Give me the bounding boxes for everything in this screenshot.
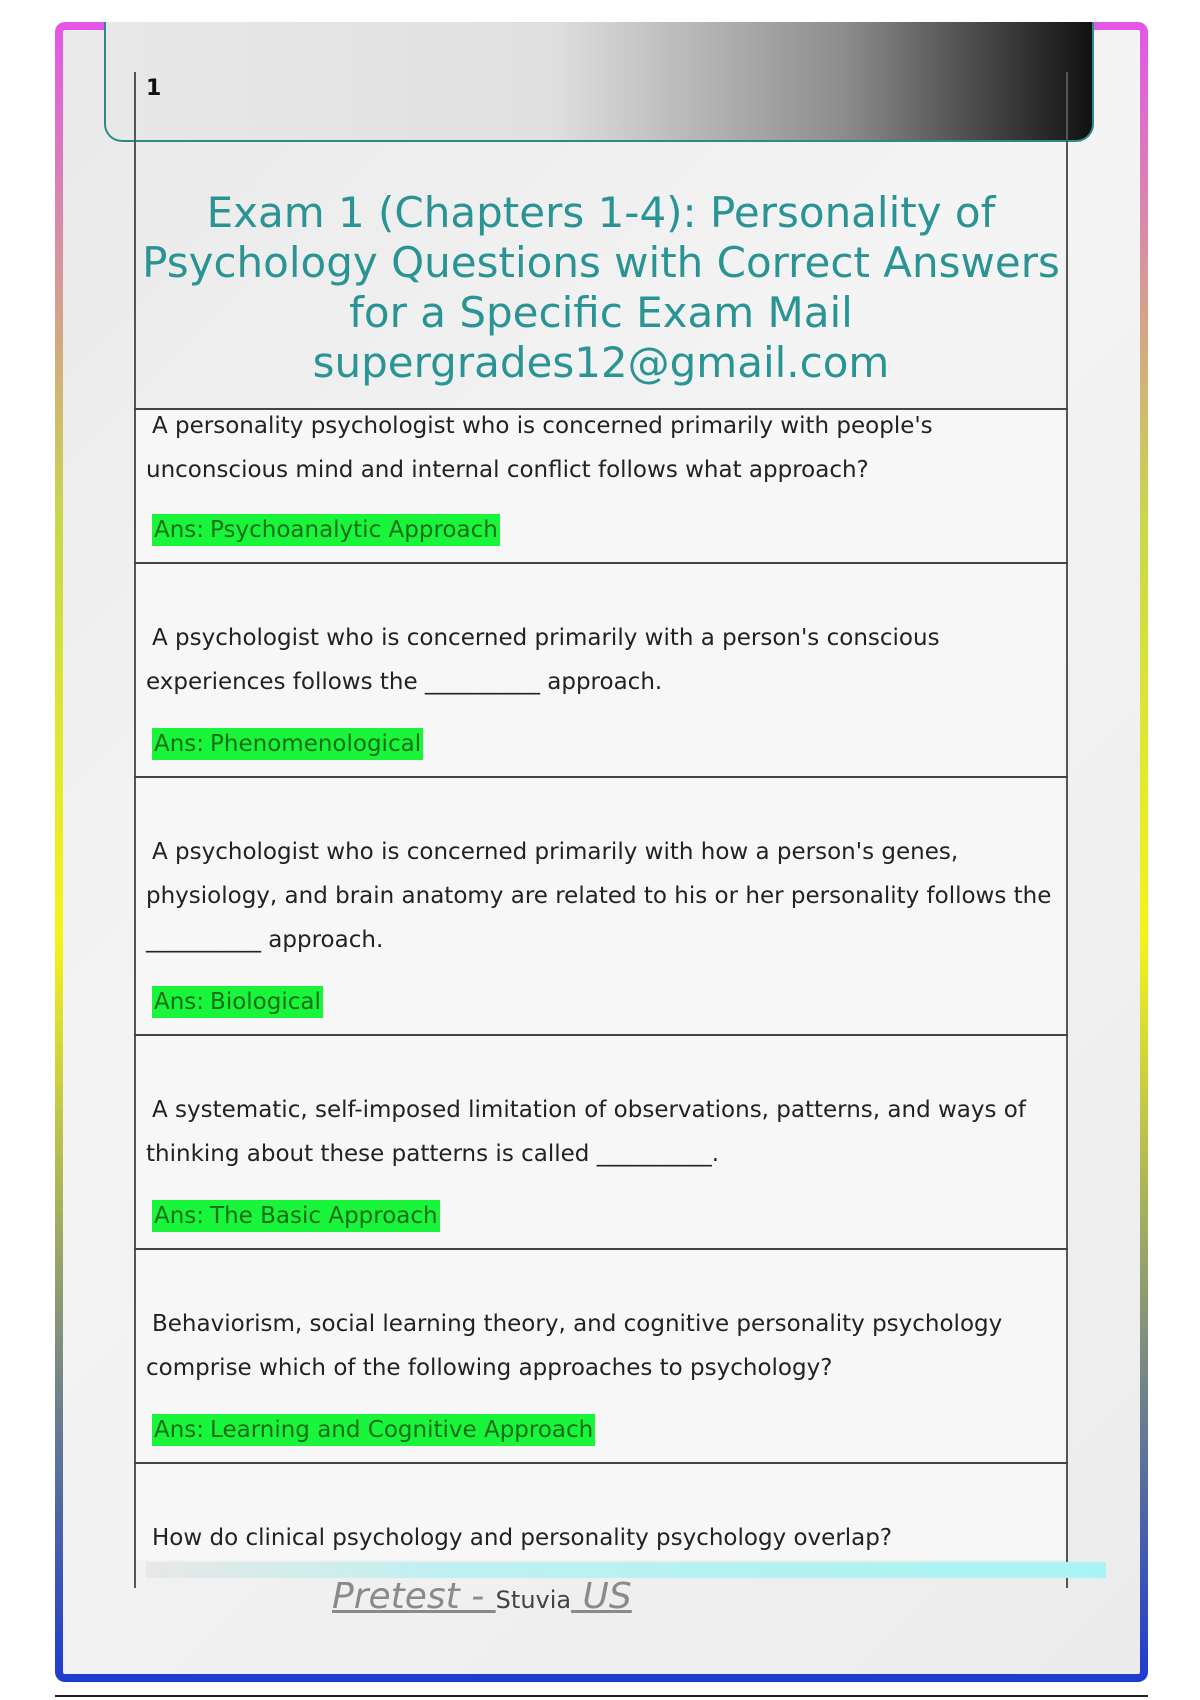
title-email: supergrades12@gmail.com [312,338,890,387]
answer-text: Phenomenological [210,731,422,757]
footer-watermark [332,1576,632,1617]
answer-text: Psychoanalytic Approach [210,517,498,543]
answer-prefix: Ans: [154,731,205,757]
footer-brand-region: US [571,1576,632,1617]
answer-highlight [152,1414,595,1446]
header-tab [104,22,1094,142]
section-divider [134,562,1068,564]
question-line: A systematic, self-imposed limitation of observations, patterns, and ways of [152,1097,1026,1123]
answer-highlight [152,728,423,760]
answer-prefix: Ans: [154,1417,205,1443]
answer-prefix: Ans: [154,989,205,1015]
question-text [146,830,1064,962]
question-text [146,404,1064,492]
question-line: __________ approach. [146,927,384,953]
answer-highlight [152,986,323,1018]
question-line: experiences follows the __________ approach. [146,669,663,695]
section-divider [134,1462,1068,1464]
answer-prefix: Ans: [154,517,205,543]
answer-prefix: Ans: [154,1203,205,1229]
answer-text: Biological [210,989,321,1015]
question-line: thinking about these patterns is called __________. [146,1141,720,1167]
question-line: How do clinical psychology and personality psychology overlap? [152,1525,893,1551]
question-line: physiology, and brain anatomy are related to his or her personality follows the [146,883,1052,909]
section-divider [134,1248,1068,1250]
answer-highlight [152,514,500,546]
document-title [134,188,1068,388]
title-line: Psychology Questions with Correct Answers [142,238,1060,287]
question-text [146,616,1064,704]
question-line: unconscious mind and internal conflict follows what approach? [146,457,869,483]
answer-highlight [152,1200,440,1232]
title-line: for a Specific Exam Mail [349,288,853,337]
footer-brand: Pretest - [332,1576,496,1617]
question-line: Behaviorism, social learning theory, and cognitive personality psychology [152,1311,1003,1337]
question-line: A personality psychologist who is concerned primarily with people's [152,413,933,439]
question-text [146,1516,1064,1560]
answer-text: Learning and Cognitive Approach [210,1417,594,1443]
question-line: A psychologist who is concerned primarily with how a person's genes, [152,839,959,865]
section-divider [134,776,1068,778]
answer-text: The Basic Approach [210,1203,438,1229]
page-bottom-rule [55,1695,1148,1697]
question-line: comprise which of the following approaches to psychology? [146,1355,833,1381]
question-line: A psychologist who is concerned primarily with a person's conscious [152,625,940,651]
question-text [146,1088,1064,1176]
title-line: Exam 1 (Chapters 1-4): Personality of [206,188,996,237]
footer-brand-site: Stuvia [495,1586,572,1614]
question-text [146,1302,1064,1390]
section-divider [134,1034,1068,1036]
page-number: 1 [146,76,162,101]
